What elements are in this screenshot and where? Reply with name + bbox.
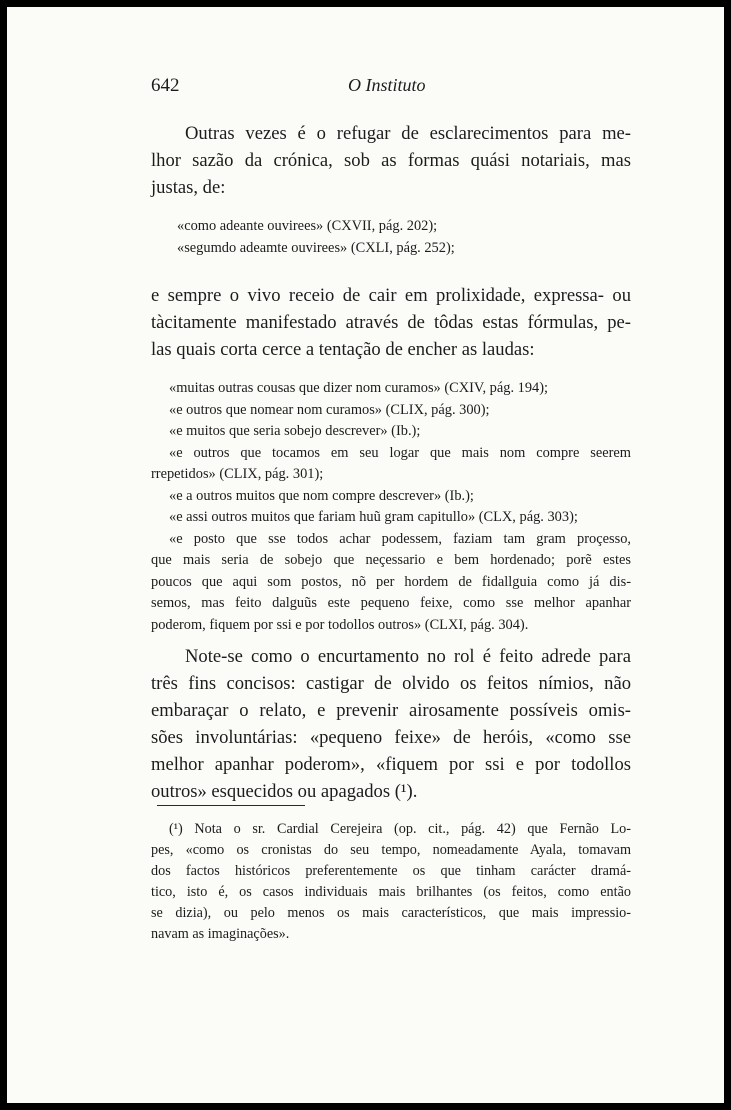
text-line: embaraçar o relato, e prevenir airosamente possíveis omis- <box>151 700 631 721</box>
quote-line: «e a outros muitos que nom compre descrever» (Ib.); <box>169 487 474 504</box>
text-line: sões involuntárias: «pequeno feixe» de heróis, «como sse <box>151 727 631 748</box>
text-line: três fins concisos: castigar de olvido os feitos nímios, não <box>151 673 631 694</box>
text-line: tàcitamente manifestado através de tôdas estas fórmulas, pe- <box>151 312 631 333</box>
footnote-line: pes, «como os cronistas do seu tempo, nomeadamente Ayala, tomavam <box>151 842 631 858</box>
page-number: 642 <box>151 75 180 96</box>
quote-line: «e posto que sse todos achar podessem, faziam tam gram proçesso, <box>169 530 631 547</box>
footnote-line: dos factos históricos preferentemente os que tinham carácter dramá- <box>151 863 631 879</box>
text-line: outros» esquecidos ou apagados (¹). <box>151 781 418 802</box>
quote-block-2 <box>151 378 631 636</box>
page-header <box>151 75 631 105</box>
footnote-line: navam as imaginações». <box>151 926 290 942</box>
footnote-divider <box>157 805 305 806</box>
quote-line: poderom, fiquem por ssi e por todollos outros» (CLXI, pág. 304). <box>151 616 529 633</box>
quote-line: poucos que aqui som postos, nõ per hordem de fidallguia como já dis- <box>151 573 631 590</box>
text-line: Note-se como o encurtamento no rol é feito adrede para <box>185 646 631 667</box>
footnote-line: se dizia), ou pelo menos os mais característicos, que mais impressio- <box>151 905 631 921</box>
paragraph-1 <box>151 120 631 201</box>
quote-block-1 <box>151 216 631 259</box>
paragraph-2 <box>151 282 631 363</box>
quote-line: que mais seria de sobejo que neçessario e bem hordenado; porẽ estes <box>151 552 631 568</box>
quote-line: «e outros que nomear nom curamos» (CLIX, pág. 300); <box>169 401 490 418</box>
quote-line: «muitas outras cousas que dizer nom curamos» (CXIV, pág. 194); <box>169 380 549 396</box>
paragraph-3 <box>151 643 631 805</box>
quote-line: «e muitos que seria sobejo descrever» (Ib.); <box>169 423 421 439</box>
quote-line: «segumdo adeamte ouvirees» (CXLI, pág. 252); <box>177 239 455 256</box>
text-line: lhor sazão da crónica, sob as formas quási notariais, mas <box>151 150 631 171</box>
quote-line: «como adeante ouvirees» (CXVII, pág. 202); <box>177 218 438 234</box>
footnote-line: (¹) Nota o sr. Cardial Cerejeira (op. cit., pág. 42) que Fernão Lo- <box>169 821 631 837</box>
text-line: justas, de: <box>151 177 226 198</box>
quote-line: «e outros que tocamos em seu logar que mais nom compre seerem <box>169 444 631 461</box>
text-line: las quais corta cerce a tentação de encher as laudas: <box>151 339 535 360</box>
running-title: O Instituto <box>348 75 426 95</box>
quote-line: «e assi outros muitos que fariam huũ gram capitullo» (CLX, pág. 303); <box>169 509 578 525</box>
text-line: melhor apanhar poderom», «fiquem por ssi e por todollos <box>151 754 631 775</box>
book-page <box>7 7 724 1103</box>
quote-line: semos, mas feito dalguũs este pequeno feixe, como sse melhor apanhar <box>151 595 631 611</box>
text-line: Outras vezes é o refugar de esclarecimentos para me- <box>185 123 631 144</box>
footnote <box>151 819 631 945</box>
footnote-line: tico, isto é, os casos individuais mais brilhantes (os feitos, como então <box>151 884 631 900</box>
text-line: e sempre o vivo receio de cair em prolixidade, expressa- ou <box>151 285 631 306</box>
quote-line: rrepetidos» (CLIX, pág. 301); <box>151 466 324 482</box>
